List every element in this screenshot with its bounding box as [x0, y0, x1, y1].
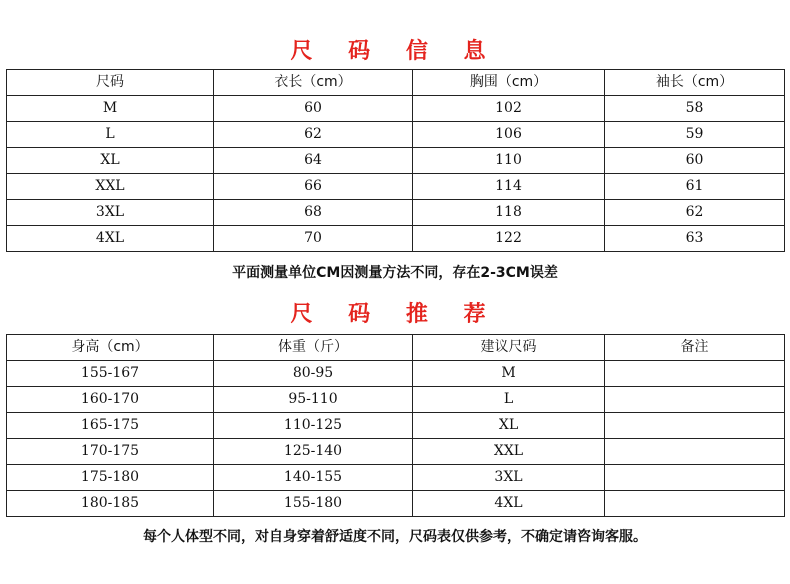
table-row	[7, 148, 785, 174]
header-remarks: 备注	[605, 335, 785, 361]
weight-cell: 95-110	[214, 387, 413, 413]
length-cell: 62	[214, 122, 413, 148]
header-size: 尺码	[7, 70, 214, 96]
length-cell: 60	[214, 96, 413, 122]
weight-cell: 140-155	[214, 465, 413, 491]
suggested-size-cell: 3XL	[413, 465, 605, 491]
sleeve-cell: 63	[605, 226, 785, 252]
size-recommend-table	[6, 334, 785, 517]
header-chest: 胸围（cm）	[413, 70, 605, 96]
chest-cell: 110	[413, 148, 605, 174]
height-cell: 175-180	[7, 465, 214, 491]
table-row	[7, 465, 785, 491]
size-info-table	[6, 69, 785, 252]
height-cell: 155-167	[7, 361, 214, 387]
size-cell: M	[7, 96, 214, 122]
sleeve-cell: 58	[605, 96, 785, 122]
table-row	[7, 439, 785, 465]
measurement-note: 平面测量单位CM因测量方法不同，存在2-3CM误差	[232, 265, 558, 281]
remarks-cell	[605, 387, 785, 413]
length-cell: 70	[214, 226, 413, 252]
chest-cell: 118	[413, 200, 605, 226]
height-cell: 160-170	[7, 387, 214, 413]
weight-cell: 110-125	[214, 413, 413, 439]
height-cell: 170-175	[7, 439, 214, 465]
sleeve-cell: 59	[605, 122, 785, 148]
suggested-size-cell: XL	[413, 413, 605, 439]
size-cell: 4XL	[7, 226, 214, 252]
suggested-size-cell: 4XL	[413, 491, 605, 517]
length-cell: 68	[214, 200, 413, 226]
remarks-cell	[605, 491, 785, 517]
weight-cell: 125-140	[214, 439, 413, 465]
table-row	[7, 200, 785, 226]
suggested-size-cell: L	[413, 387, 605, 413]
chest-cell: 102	[413, 96, 605, 122]
table-row	[7, 361, 785, 387]
sleeve-cell: 60	[605, 148, 785, 174]
size-info-title: 尺 码 信 息	[290, 38, 500, 64]
table-row	[7, 413, 785, 439]
height-cell: 165-175	[7, 413, 214, 439]
weight-cell: 80-95	[214, 361, 413, 387]
size-cell: L	[7, 122, 214, 148]
table-row	[7, 387, 785, 413]
length-cell: 64	[214, 148, 413, 174]
remarks-cell	[605, 361, 785, 387]
size-info-header-row	[7, 70, 785, 96]
sleeve-cell: 61	[605, 174, 785, 200]
size-cell: XXL	[7, 174, 214, 200]
chest-cell: 106	[413, 122, 605, 148]
header-length: 衣长（cm）	[214, 70, 413, 96]
table-row	[7, 122, 785, 148]
header-sleeve: 袖长（cm）	[605, 70, 785, 96]
table-row	[7, 226, 785, 252]
size-recommend-title: 尺 码 推 荐	[290, 301, 500, 327]
size-cell: XL	[7, 148, 214, 174]
size-cell: 3XL	[7, 200, 214, 226]
length-cell: 66	[214, 174, 413, 200]
chest-cell: 122	[413, 226, 605, 252]
remarks-cell	[605, 465, 785, 491]
header-height: 身高（cm）	[7, 335, 214, 361]
header-suggested-size: 建议尺码	[413, 335, 605, 361]
height-cell: 180-185	[7, 491, 214, 517]
table-row	[7, 174, 785, 200]
suggested-size-cell: XXL	[413, 439, 605, 465]
remarks-cell	[605, 413, 785, 439]
remarks-cell	[605, 439, 785, 465]
suggested-size-cell: M	[413, 361, 605, 387]
weight-cell: 155-180	[214, 491, 413, 517]
table-row	[7, 96, 785, 122]
chest-cell: 114	[413, 174, 605, 200]
table-row	[7, 491, 785, 517]
fit-disclaimer-note: 每个人体型不同，对自身穿着舒适度不同，尺码表仅供参考，不确定请咨询客服。	[143, 529, 647, 545]
sleeve-cell: 62	[605, 200, 785, 226]
size-recommend-header-row	[7, 335, 785, 361]
header-weight: 体重（斤）	[214, 335, 413, 361]
